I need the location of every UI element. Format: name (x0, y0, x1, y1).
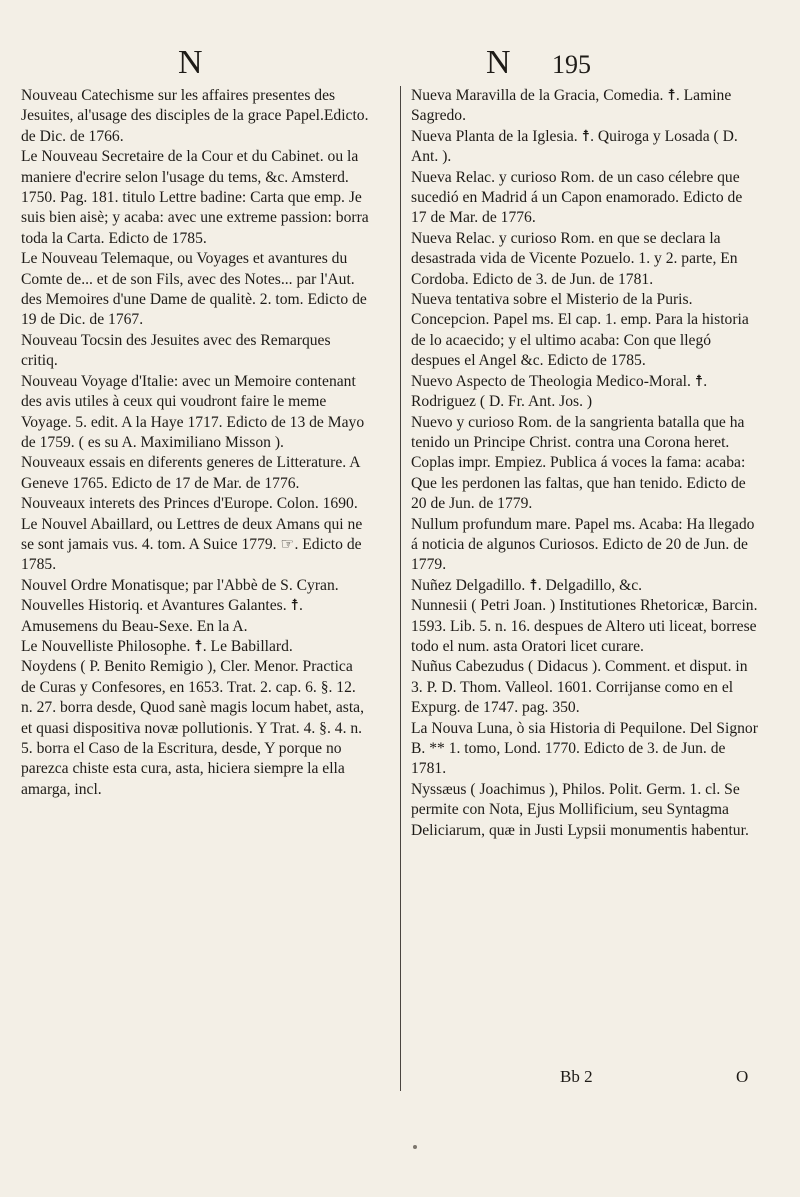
entry: Le Nouvel Abaillard, ou Lettres de deux Amans qui ne se sont jamais vus. 4. tom. A Suice 1779. ☞. Edicto de 1785. (21, 515, 363, 574)
entry: Nouveau Catechisme sur les affaires presentes des Jesuites, al'usage des disciples de la grace Papel.Edicto. de Dic. de 1766. (21, 87, 369, 145)
running-head-left: N (178, 44, 203, 81)
left-column (21, 86, 369, 800)
paper-blemish (413, 1145, 417, 1149)
entry: Noydens ( P. Benito Remigio ), Cler. Menor. Practica de Curas y Confesores, en 1653. Trat. 2. cap. 6. §. 12. n. 27. borra desde, Quod sanè magis locum habet, asta, et quasi dispositiva novæ pollutionis. Y Trat. 4. §. 4. n. 5. borra el Caso de la Escritura, desde, Y porque no parezca chiste esta cura, asta, hiciera siempre la ella amarga, incl. (21, 658, 364, 798)
entry: Le Nouveau Secretaire de la Cour et du Cabinet. ou la maniere d'ecrire selon l'usage du tems, &c. Amsterd. 1750. Pag. 181. titulo Lettre badine: Carta que emp. Je suis bien aisè; y acaba: avec une extreme passion: borra toda la Carta. Edicto de 1785. (21, 148, 369, 247)
entry: Nunnesii ( Petri Joan. ) Institutiones Rhetoricæ, Barcin. 1593. Lib. 5. n. 16. despues de Altero uti liceat, borrese todo el num. asta Oratori licet curare. (411, 597, 758, 655)
entry: Nullum profundum mare. Papel ms. Acaba: Ha llegado á noticia de algunos Curiosos. Edicto de 20 de Jun. de 1779. (411, 515, 755, 574)
column-divider (400, 86, 401, 1091)
entry: Nouveau Tocsin des Jesuites avec des Remarques critiq. (21, 331, 331, 370)
entry: Nouvelles Historiq. et Avantures Galantes. ☨. Amusemens du Beau-Sexe. En la A. (21, 597, 303, 635)
page-number: 195 (552, 50, 591, 79)
page-footer (0, 1067, 800, 1093)
entry: Nueva Maravilla de la Gracia, Comedia. ☨. Lamine Sagredo. (411, 87, 732, 125)
signature-mark: Bb 2 (560, 1067, 593, 1086)
entry: La Nouva Luna, ò sia Historia di Pequilone. Del Signor B. ** 1. tomo, Lond. 1770. Edicto de 3. de Jun. de 1781. (411, 719, 758, 778)
running-head-right: N (486, 44, 511, 81)
entry: Nuevo y curioso Rom. de la sangrienta batalla que ha tenido un Principe Christ. contra una Corona heret. Coplas impr. Empiez. Publica á voces la fama: acaba: Que les perdonen las faltas, que han tenido. Edicto de 20 de Jun. de 1779. (411, 413, 746, 513)
entry: Nueva Relac. y curioso Rom. de un caso célebre que sucedió en Madrid á un Capon enamorado. Edicto de 17 de Mar. de 1776. (411, 168, 743, 227)
entry: Nueva Relac. y curioso Rom. en que se declara la desastrada vida de Vicente Pozuelo. 1. y 2. parte, En Cordoba. Edicto de 3. de Jun. de 1781. (411, 229, 738, 288)
right-column (411, 86, 761, 841)
catchword: O (736, 1067, 749, 1086)
entry: Nouveau Voyage d'Italie: avec un Memoire contenant des avis utiles à ceux qui voudront faire le meme Voyage. 5. edit. A la Haye 1717. Edicto de 13 de Mayo de 1759. ( es su A. Maximiliano Misson ). (21, 372, 365, 451)
page-header (0, 44, 800, 84)
entry: Nyssæus ( Joachimus ), Philos. Polit. Germ. 1. cl. Se permite con Nota, Ejus Mollificium, seu Syntagma Deliciarum, quæ in Justi Lypsii monumentis habentur. (411, 780, 749, 839)
entry: Nouveaux interets des Princes d'Europe. Colon. 1690. (21, 495, 358, 513)
entry: Le Nouvelliste Philosophe. ☨. Le Babillard. (21, 637, 293, 655)
entry: Nueva Planta de la Iglesia. ☨. Quiroga y Losada ( D. Ant. ). (411, 127, 738, 166)
entry: Nueva tentativa sobre el Misterio de la Puris. Concepcion. Papel ms. El cap. 1. emp. Para la historia de lo acaecido; y el ultimo acaba: Con que llegó despues el Angel &c. Edicto de 1785. (411, 291, 749, 370)
entry: Nouvel Ordre Monatisque; par l'Abbè de S. Cyran. (21, 576, 339, 594)
entry: Nuñus Cabezudus ( Didacus ). Comment. et disput. in 3. P. D. Thom. Valleol. 1601. Corrijanse como en el Expurg. de 1747. pag. 350. (411, 658, 748, 717)
entry: Nuevo Aspecto de Theologia Medico-Moral. ☨. Rodriguez ( D. Fr. Ant. Jos. ) (411, 372, 708, 411)
entry: Nouveaux essais en diferents generes de Litterature. A Geneve 1765. Edicto de 17 de Mar. de 1776. (21, 454, 360, 492)
entry: Le Nouveau Telemaque, ou Voyages et avantures du Comte de... et de son Fils, avec des Notes... par l'Aut. des Memoires d'une Dame de qualitè. 2. tom. Edicto de 19 de Dic. de 1767. (21, 250, 367, 329)
entry: Nuñez Delgadillo. ☨. Delgadillo, &c. (411, 576, 643, 594)
